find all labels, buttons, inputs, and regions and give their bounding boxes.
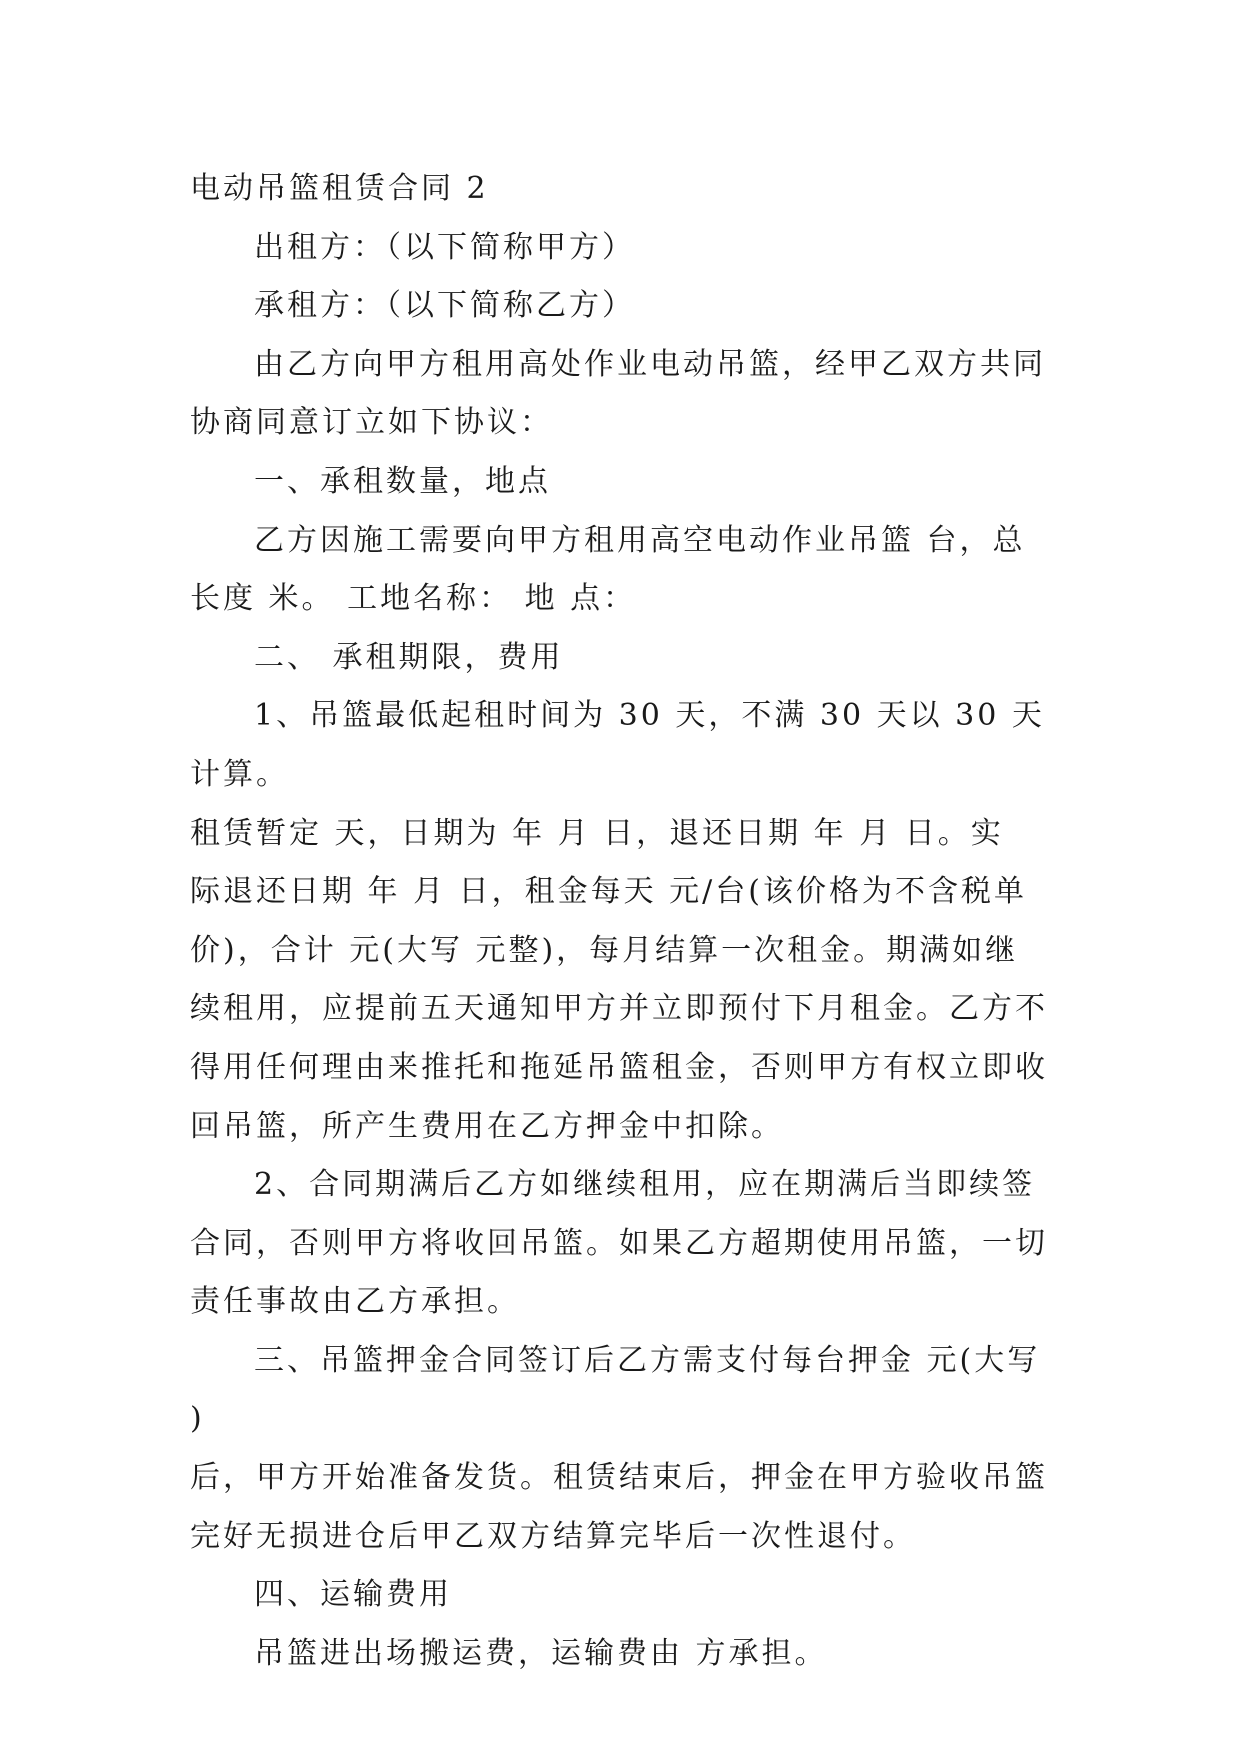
section1-heading: 一、承租数量，地点 bbox=[254, 463, 551, 499]
section4-heading: 四、运输费用 bbox=[254, 1577, 452, 1613]
clause2-line: 2、合同期满后乙方如继续租用，应在期满后当即续签 bbox=[254, 1167, 1036, 1203]
section4-text: 吊篮进出场搬运费，运输费由 方承担。 bbox=[254, 1635, 828, 1671]
section3-line: 三、吊篮押金合同签订后乙方需支付每台押金 元(大写 ) bbox=[190, 1342, 1041, 1437]
clause1-line: 价)，合计 元(大写 元整)，每月结算一次租金。期满如继 bbox=[190, 932, 1019, 968]
section3-line: 完好无损进仓后甲乙双方结算完毕后一次性退付。 bbox=[190, 1518, 916, 1554]
intro-paragraph bbox=[190, 336, 1050, 453]
intro-line: 协商同意订立如下协议： bbox=[190, 405, 553, 441]
document-title: 电动吊篮租赁合同 2 bbox=[190, 171, 489, 206]
clause2-line: 合同，否则甲方将收回吊篮。如果乙方超期使用吊篮，一切 bbox=[190, 1225, 1048, 1261]
section1-paragraph bbox=[190, 512, 1050, 629]
section1-line: 长度 米。 工地名称： 地 点： bbox=[190, 581, 637, 617]
lessee-line: 承租方：（以下简称乙方） bbox=[254, 288, 635, 324]
clause1-line: 续租用，应提前五天通知甲方并立即预付下月租金。乙方不 bbox=[190, 991, 1048, 1027]
clause1-line: 租赁暂定 天，日期为 年 月 日，退还日期 年 月 日。实 bbox=[190, 815, 1004, 851]
section3-line: 后，甲方开始准备发货。租赁结束后，押金在甲方验收吊篮 bbox=[190, 1460, 1048, 1496]
clause1-line: 际退还日期 年 月 日，租金每天 元/台(该价格为不含税单 bbox=[190, 874, 1027, 910]
clause1-line: 回吊篮，所产生费用在乙方押金中扣除。 bbox=[190, 1108, 784, 1144]
intro-line: 由乙方向甲方租用高处作业电动吊篮，经甲乙双方共同 bbox=[254, 346, 1046, 382]
section2-heading: 二、 承租期限，费用 bbox=[254, 639, 564, 675]
clause1-paragraph bbox=[190, 687, 1050, 1156]
clause2-line: 责任事故由乙方承担。 bbox=[190, 1284, 520, 1320]
clause1-line: 1、吊篮最低起租时间为 30 天，不满 30 天以 30 天计算。 bbox=[190, 698, 1045, 792]
section3-paragraph bbox=[190, 1332, 1050, 1566]
document-body bbox=[190, 160, 1050, 1683]
section1-line: 乙方因施工需要向甲方租用高空电动作业吊篮 台，总 bbox=[254, 522, 1026, 558]
clause2-paragraph bbox=[190, 1156, 1050, 1332]
clause1-line: 得用任何理由来推托和拖延吊篮租金，否则甲方有权立即收 bbox=[190, 1049, 1048, 1085]
lessor-line: 出租方：（以下简称甲方） bbox=[254, 229, 635, 265]
